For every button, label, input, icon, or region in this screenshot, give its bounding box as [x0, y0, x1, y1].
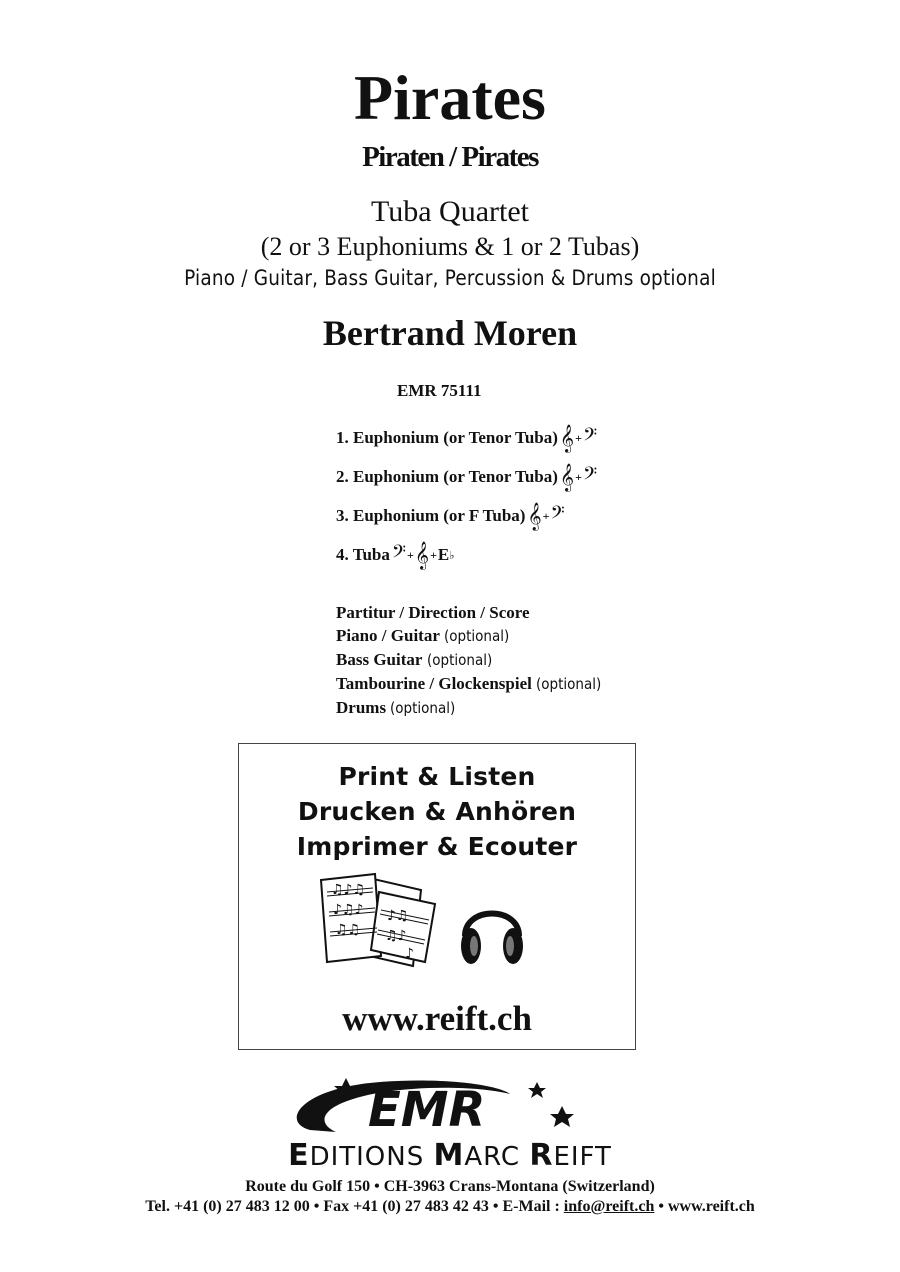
plus-sign: +	[407, 547, 414, 562]
svg-text:♪: ♪	[405, 946, 414, 962]
treble-clef-icon: 𝄞	[527, 502, 542, 530]
sheet-music-icon	[317, 872, 441, 968]
list-item: Tambourine / Glockenspiel (optional)	[336, 674, 602, 693]
list-item: Drums (optional)	[336, 698, 456, 717]
bass-clef-icon: 𝄢	[582, 464, 598, 489]
editions-list	[336, 601, 609, 720]
logo-text: EMR	[368, 1082, 486, 1138]
plus-sign: +	[575, 469, 582, 484]
svg-text:♪♫♪: ♪♫♪	[333, 902, 364, 918]
promo-line-en: Print & Listen	[338, 762, 536, 791]
promo-line-de: Drucken & Anhören	[297, 797, 577, 826]
composer-name: Bertrand Moren	[322, 313, 578, 353]
part-label: 4. Tuba	[336, 545, 390, 564]
key-suffix: E	[437, 545, 450, 564]
svg-text:♫♫: ♫♫	[335, 922, 361, 938]
list-item: Piano / Guitar (optional)	[336, 626, 510, 645]
treble-clef-icon: 𝄞	[414, 541, 430, 569]
treble-clef-icon: 𝄞	[559, 424, 575, 452]
svg-text:♪♫: ♪♫	[387, 908, 409, 924]
piece-title: Pirates	[354, 62, 546, 133]
print-listen-box	[238, 743, 636, 1050]
piece-subtitle: Piraten / Pirates	[362, 141, 538, 173]
part-label: 1. Euphonium (or Tenor Tuba)	[336, 428, 558, 447]
plus-sign: +	[430, 547, 437, 562]
publisher-address: Route du Golf 150 • CH-3963 Crans-Montana (Switzerland)	[245, 1178, 655, 1195]
bass-clef-icon: 𝄢	[582, 425, 598, 450]
treble-clef-icon: 𝄞	[559, 463, 575, 491]
website-link[interactable]: www.reift.ch	[342, 999, 532, 1038]
flat-sign: ♭	[449, 549, 455, 562]
ensemble: Tuba Quartet	[370, 195, 530, 228]
headphones-icon	[457, 896, 527, 970]
list-item: Bass Guitar (optional)	[336, 650, 492, 669]
svg-text:♫♪♫: ♫♪♫	[331, 882, 366, 898]
publisher-contact: Tel. +41 (0) 27 483 12 00 • Fax +41 (0) 27 483 42 43 • E-Mail : info@reift.ch • www.reift.ch	[145, 1198, 755, 1215]
bass-clef-icon: 𝄢	[550, 503, 565, 528]
instrumentation: (2 or 3 Euphoniums & 1 or 2 Tubas)	[260, 232, 640, 261]
optional-instruments: Piano / Guitar, Bass Guitar, Percussion & Drums optional	[184, 266, 716, 290]
plus-sign: +	[575, 430, 582, 445]
part-label: 2. Euphonium (or Tenor Tuba)	[336, 467, 558, 486]
part-3	[336, 502, 565, 530]
promo-line-fr: Imprimer & Ecouter	[296, 832, 578, 861]
emr-logo-icon	[240, 1074, 580, 1138]
catalog-number: EMR 75111	[397, 381, 482, 400]
svg-text:♫♪: ♫♪	[385, 928, 407, 944]
bass-clef-icon: 𝄢	[391, 542, 407, 567]
part-1	[336, 424, 598, 452]
part-label: 3. Euphonium (or F Tuba)	[336, 506, 526, 525]
part-2	[336, 463, 598, 491]
plus-sign: +	[542, 508, 550, 523]
part-4	[336, 541, 455, 569]
publisher-name: EDITIONS MARC REIFT	[288, 1138, 612, 1173]
list-item: Partitur / Direction / Score	[336, 603, 530, 622]
email-link[interactable]: info@reift.ch	[563, 1198, 655, 1215]
